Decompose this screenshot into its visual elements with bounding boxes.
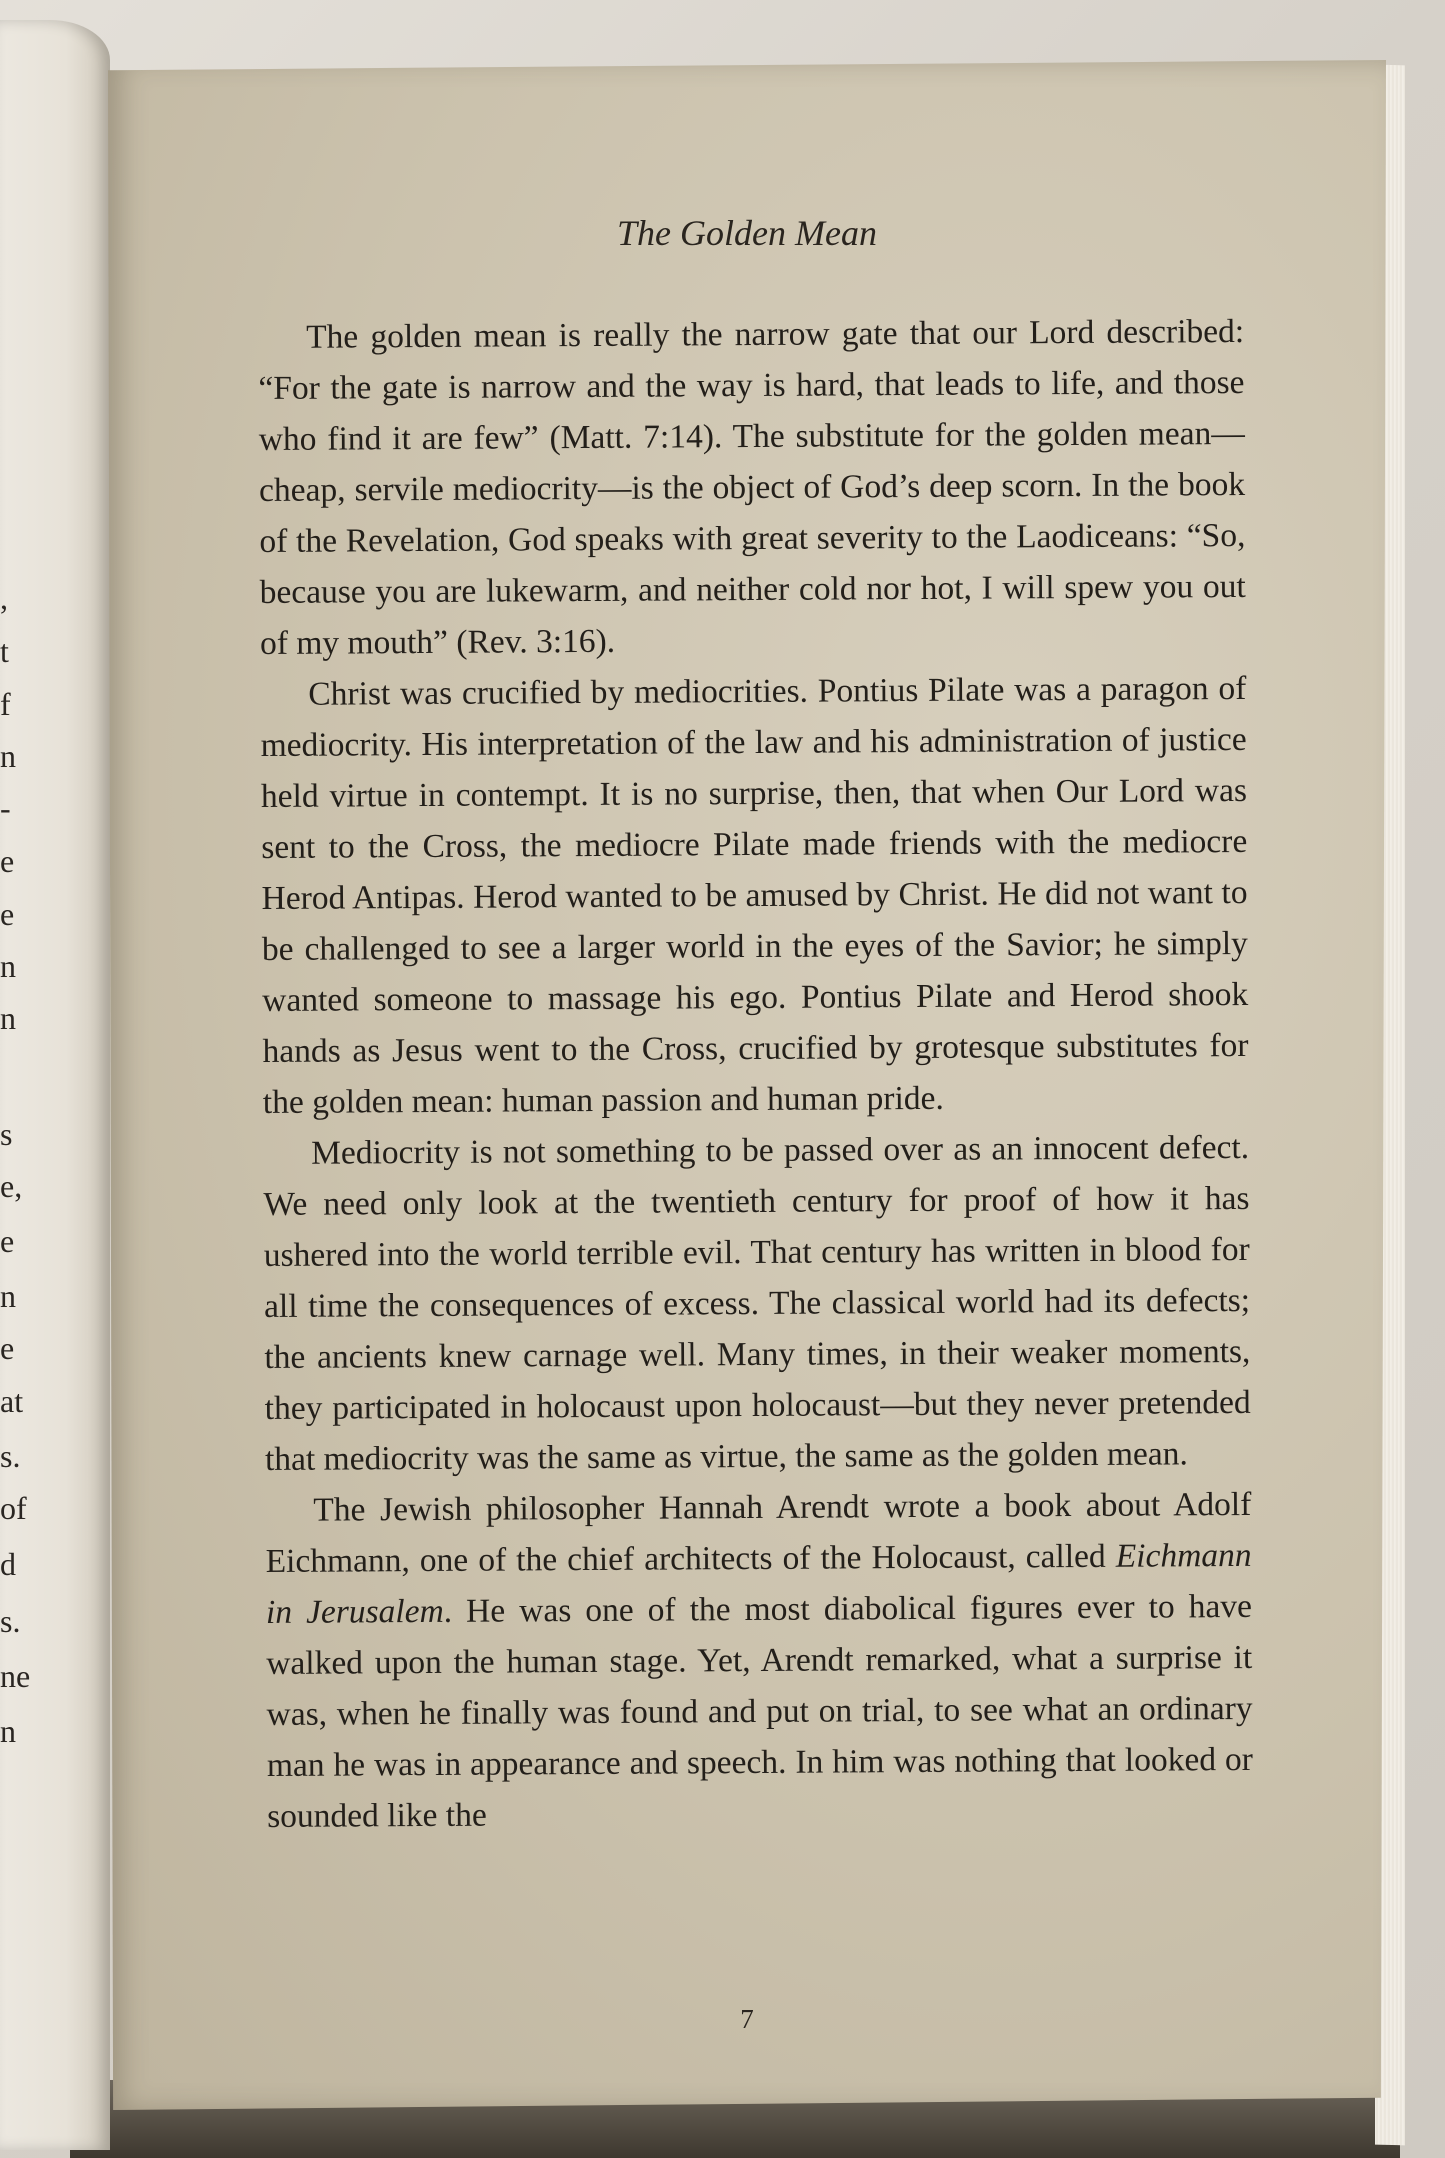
facing-page-fragment: n bbox=[0, 1278, 16, 1314]
paragraph-text: . He was one of the most diabolical figures ever to have walked upon the human stage. Yet, Arendt remarked, what a surprise it was, when he finally was found and put on trial, to see what an ordinary man he was in appearance and speech. In him was nothing that looked or sounded like the bbox=[266, 1587, 1253, 1835]
facing-page-fragment: t bbox=[0, 633, 9, 669]
facing-page-fragment: of bbox=[0, 1490, 27, 1526]
facing-page-fragment: e bbox=[0, 896, 15, 932]
facing-page-fragment: f bbox=[0, 686, 11, 722]
facing-page-fragment: s. bbox=[0, 1438, 21, 1474]
facing-page-fragment: n bbox=[0, 948, 16, 984]
facing-page-fragment: , bbox=[0, 580, 8, 616]
facing-page-fragment: e bbox=[0, 843, 15, 879]
facing-page-fragment: s bbox=[0, 1116, 13, 1152]
paragraph: Christ was crucified by mediocrities. Pontius Pilate was a paragon of mediocrity. His interpretation of the law and his administration of justice held virtue in contempt. It is no surprise, then, that when Our Lord was sent to the Cross, the mediocre Pilate made friends with the mediocre Herod Antipas. Herod wanted to be amused by Christ. He did not want to be challenged to see a larger world in the eyes of the Savior; he simply wanted someone to massage his ego. Pontius Pilate and Herod shook hands as Jesus went to the Cross, crucified by grotesque substitutes for the golden mean: human passion and human pride. bbox=[260, 669, 1249, 1121]
page-number: 7 bbox=[740, 2004, 754, 2034]
paragraph bbox=[265, 1479, 1253, 1842]
facing-page-fragment: ne bbox=[0, 1658, 31, 1694]
facing-page-fragment: n bbox=[0, 1713, 16, 1749]
facing-page-fragment: s. bbox=[0, 1603, 21, 1639]
running-head: The Golden Mean bbox=[617, 213, 877, 253]
body-text bbox=[258, 306, 1253, 1842]
facing-page-fragment: n bbox=[0, 1000, 16, 1036]
facing-page-fragment: d bbox=[0, 1546, 16, 1582]
paragraph: The golden mean is really the narrow gate that our Lord described: “For the gate is narrow and the way is hard, that leads to life, and those who find it are few” (Matt. 7:14). The substitute for the golden mean—cheap, servile mediocrity—is the object of God’s deep scorn. In the book of the Revelation, God speaks with great severity to the Laodiceans: “So, because you are lukewarm, and neither cold nor hot, I will spew you out of my mouth” (Rev. 3:16). bbox=[258, 312, 1246, 662]
paragraph-text: The Jewish philosopher Hannah Arendt wrote a book about Adolf Eichmann, one of the chief architects of the Holocaust, called bbox=[265, 1485, 1252, 1580]
facing-page-fragment: at bbox=[0, 1383, 24, 1419]
book-title: Eichmann in Jerusalem bbox=[265, 1536, 1252, 1631]
facing-page-fragment: e bbox=[0, 1330, 15, 1366]
facing-page-fragment: e bbox=[0, 1223, 15, 1259]
facing-page-fragment: e, bbox=[0, 1168, 23, 1204]
facing-page-fragment: - bbox=[0, 790, 11, 826]
paragraph: Mediocrity is not something to be passed over as an innocent defect. We need only look at the twentieth century for proof of how it has ushered into the world terrible evil. That century has written in blood for all time the consequences of excess. The classical world had its defects; the ancients knew carnage well. Many times, in their weaker moments, they participated in holocaust upon holocaust—but they never pretended that mediocrity was the same as virtue, the same as the golden mean. bbox=[263, 1128, 1251, 1478]
facing-page-fragment: n bbox=[0, 738, 16, 774]
facing-page bbox=[0, 20, 110, 2150]
